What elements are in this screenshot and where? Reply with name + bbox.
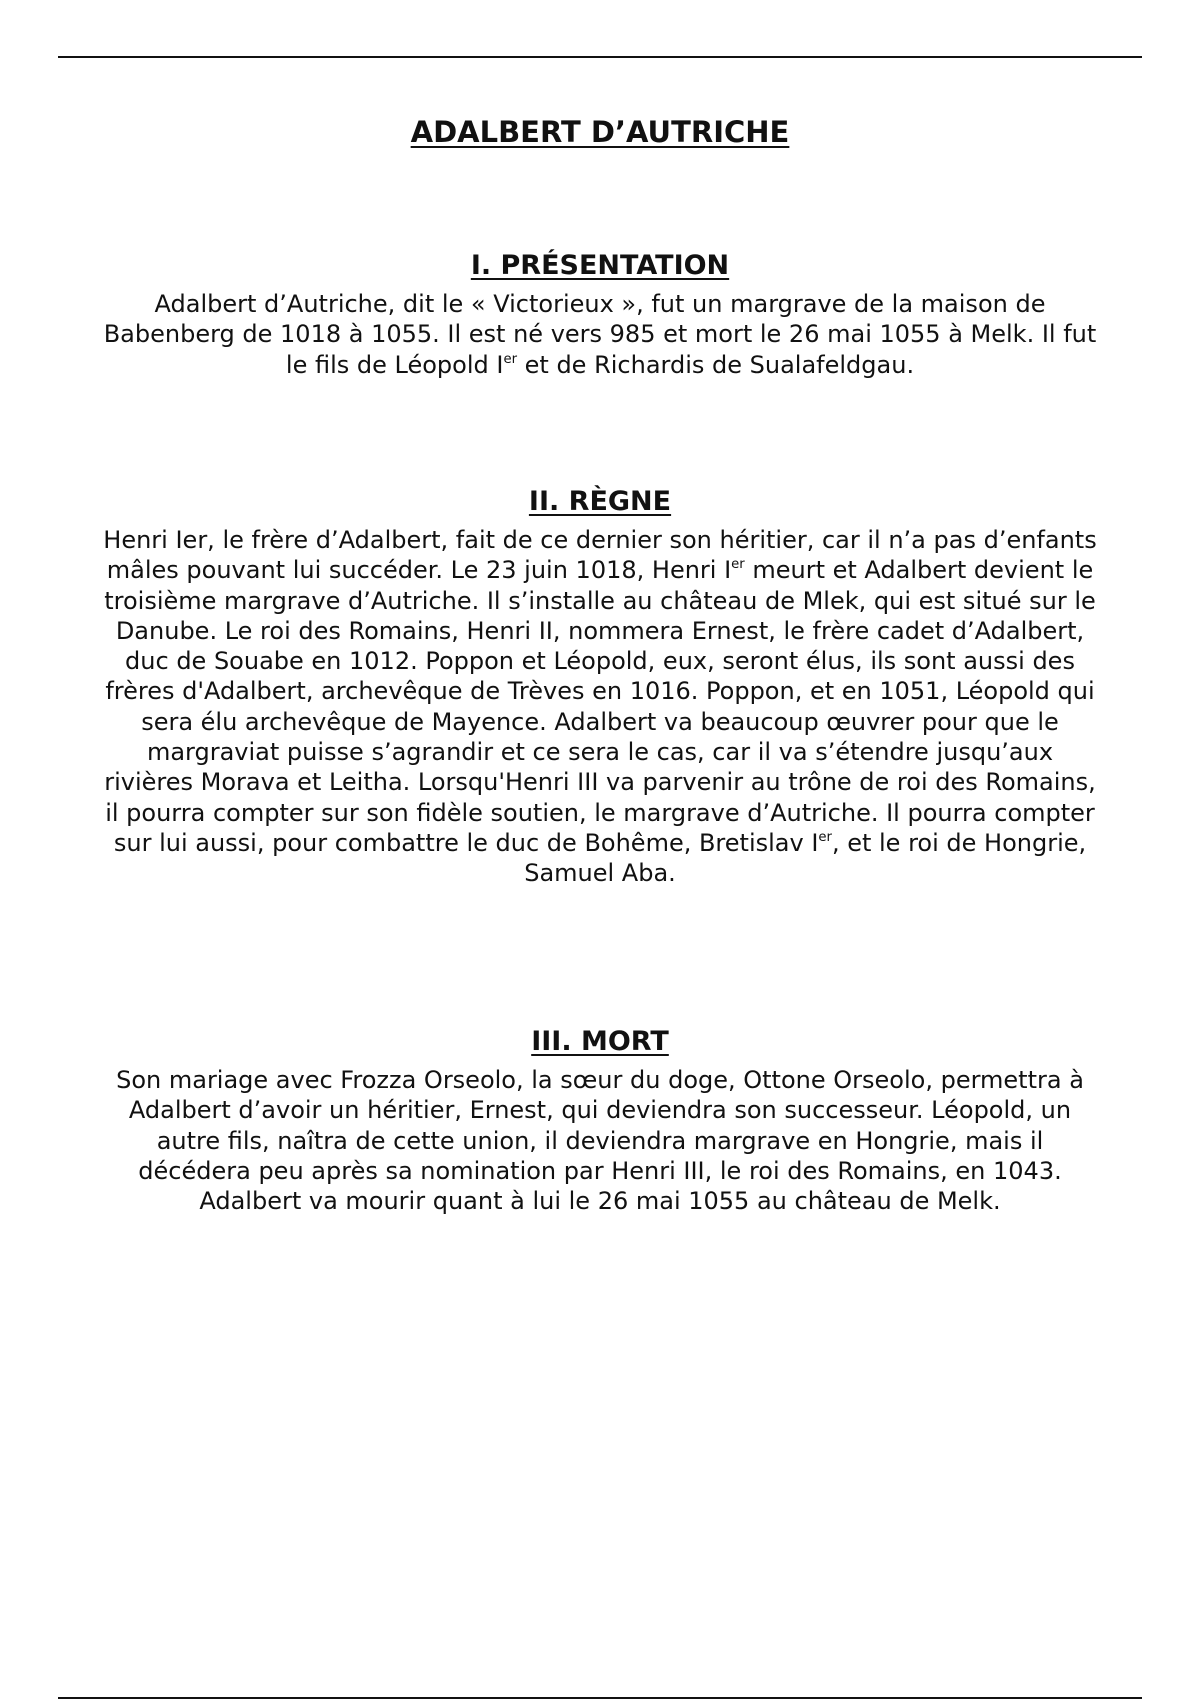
section-heading: II. RÈGNE (528, 486, 672, 517)
section-regne (100, 485, 1100, 889)
paragraph-text: meurt et Adalbert devient le troisième margrave d’Autriche. Il s’installe au château de Mlek, qui est situé sur le Danube. Le roi des Romains, Henri II, nommera Ernest, le frère cadet d’Adalbert, duc de Souabe en 1012. Poppon et Léopold, eux, seront élus, ils sont aussi des frères d'Adalbert, archevêque de Trèves en 1016. Poppon, et en 1051, Léopold qui sera élu archevêque de Mayence. Adalbert va beaucoup œuvrer pour que le margraviat puisse s’agrandir et ce sera le cas, car il va s’étendre jusqu’aux rivières Morava et Leitha. Lorsqu'Henri III va parvenir au trône de roi des Romains, il pourra compter sur son fidèle soutien, le margrave d’Autriche. Il pourra compter sur lui aussi, pour combattre le duc de Bohême, Bretislav I (104, 556, 1096, 857)
section-heading: III. MORT (531, 1026, 669, 1057)
paragraph-text: Adalbert d’Autriche, dit le « Victorieux », fut un margrave de la maison de Babenberg de 1018 à 1055. Il est né vers 985 et mort le 26 mai 1055 à Melk. Il fut le fils de Léopold I (103, 290, 1097, 379)
top-rule (58, 56, 1142, 58)
section-mort (100, 1025, 1100, 1216)
paragraph-text: , et le roi de Hongrie, Samuel Aba. (524, 828, 1087, 888)
superscript: er (731, 557, 745, 573)
section-paragraph (100, 525, 1100, 889)
superscript: er (503, 351, 518, 367)
paragraph-text: et de Richardis de Sualafeldgau. (517, 350, 915, 379)
superscript: er (818, 830, 832, 846)
bottom-rule (58, 1697, 1142, 1699)
section-paragraph (100, 289, 1100, 380)
document-title: ADALBERT D’AUTRICHE (410, 115, 790, 149)
paragraph-text: Henri Ier, le frère d’Adalbert, fait de ce dernier son héritier, car il n’a pas d’enfants mâles pouvant lui succéder. Le 23 juin 1018, Henri I (103, 526, 1097, 585)
section-paragraph (100, 1065, 1100, 1216)
section-heading: I. PRÉSENTATION (470, 250, 730, 281)
paragraph-text: Son mariage avec Frozza Orseolo, la sœur du doge, Ottone Orseolo, permettra à Adalbert d’avoir un héritier, Ernest, qui deviendra son successeur. Léopold, un autre fils, naîtra de cette union, il deviendra margrave en Hongrie, mais il décédera peu après sa nomination par Henri III, le roi des Romains, en 1043. Adalbert va mourir quant à lui le 26 mai 1055 au château de Melk. (116, 1066, 1084, 1216)
section-presentation (100, 249, 1100, 380)
